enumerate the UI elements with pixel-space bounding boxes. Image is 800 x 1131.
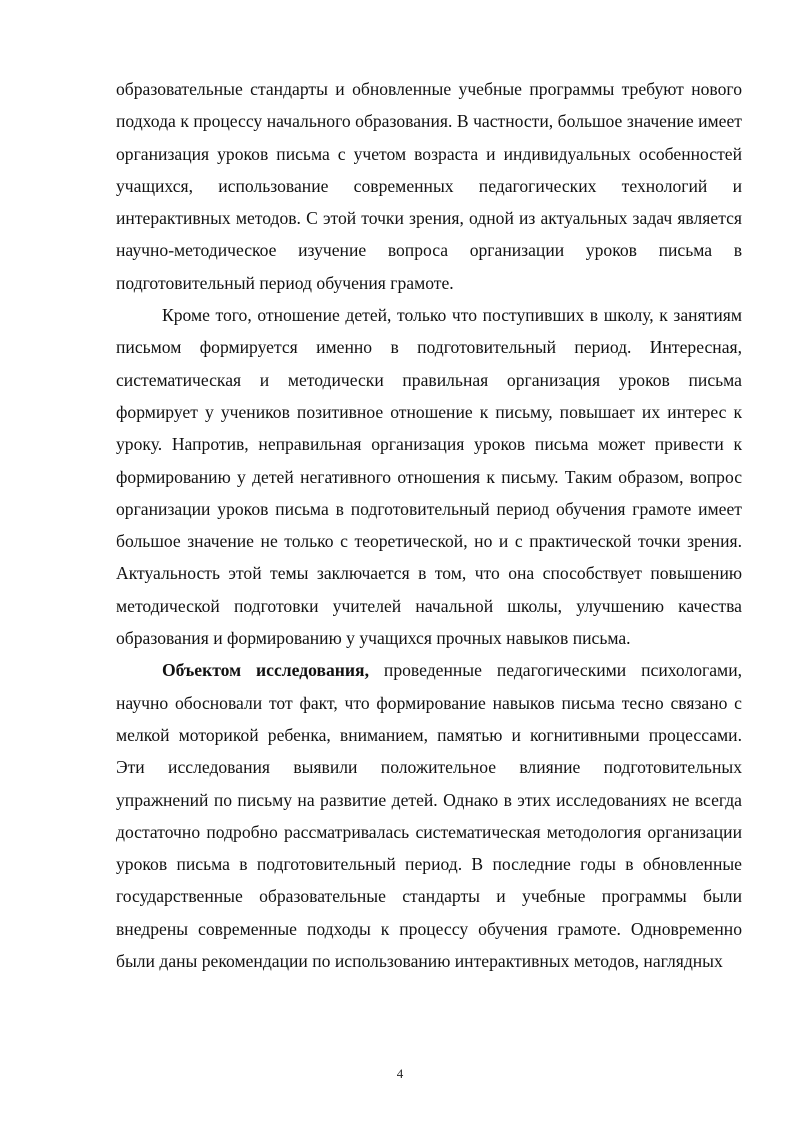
paragraph-2-text: Кроме того, отношение детей, только что поступивших в школу, к занятиям письмом формируется именно в подготовительный период. Интересная, систематическая и методически правильная организация уроков письма формирует у учеников позитивное отношение к письму, повышает их интерес к уроку. Напротив, неправильная организация уроков письма может привести к формированию у детей негативного отношения к письму. Таким образом, вопрос организации уроков письма в подготовительный период обучения грамоте имеет большое значение не только с теоретической, но и с практической точки зрения. Актуальность этой темы заключается в том, что она способствует повышению методической подготовки учителей начальной школы, улучшению качества образования и формированию у учащихся прочных навыков письма. — [116, 305, 742, 649]
paragraph-1 — [116, 73, 742, 299]
paragraph-1-text: образовательные стандарты и обновленные учебные программы требуют нового подхода к процессу начального образования. В частности, большое значение имеет организация уроков письма с учетом возраста и индивидуальных особенностей учащихся, использование современных педагогических технологий и интерактивных методов. С этой точки зрения, одной из актуальных задач является научно-методическое изучение вопроса организации уроков письма в подготовительный период обучения грамоте. — [116, 79, 742, 293]
paragraph-3-text: проведенные педагогическими психологами, научно обосновали тот факт, что формирование навыков письма тесно связано с мелкой моторикой ребенка, вниманием, памятью и когнитивными процессами. Эти исследования выявили положительное влияние подготовительных упражнений по письму на развитие детей. Однако в этих исследованиях не всегда достаточно подробно рассматривалась систематическая методология организации уроков письма в подготовительный период. В последние годы в обновленные государственные образовательные стандарты и учебные программы были внедрены современные подходы к процессу обучения грамоте. Одновременно были даны рекомендации по использованию интерактивных методов, наглядных — [116, 660, 743, 972]
body-text — [116, 73, 742, 977]
paragraph-3 — [116, 654, 742, 977]
paragraph-2 — [116, 299, 742, 654]
research-object-heading: Объектом исследования, — [162, 660, 369, 681]
page-number: 4 — [396, 1066, 404, 1081]
